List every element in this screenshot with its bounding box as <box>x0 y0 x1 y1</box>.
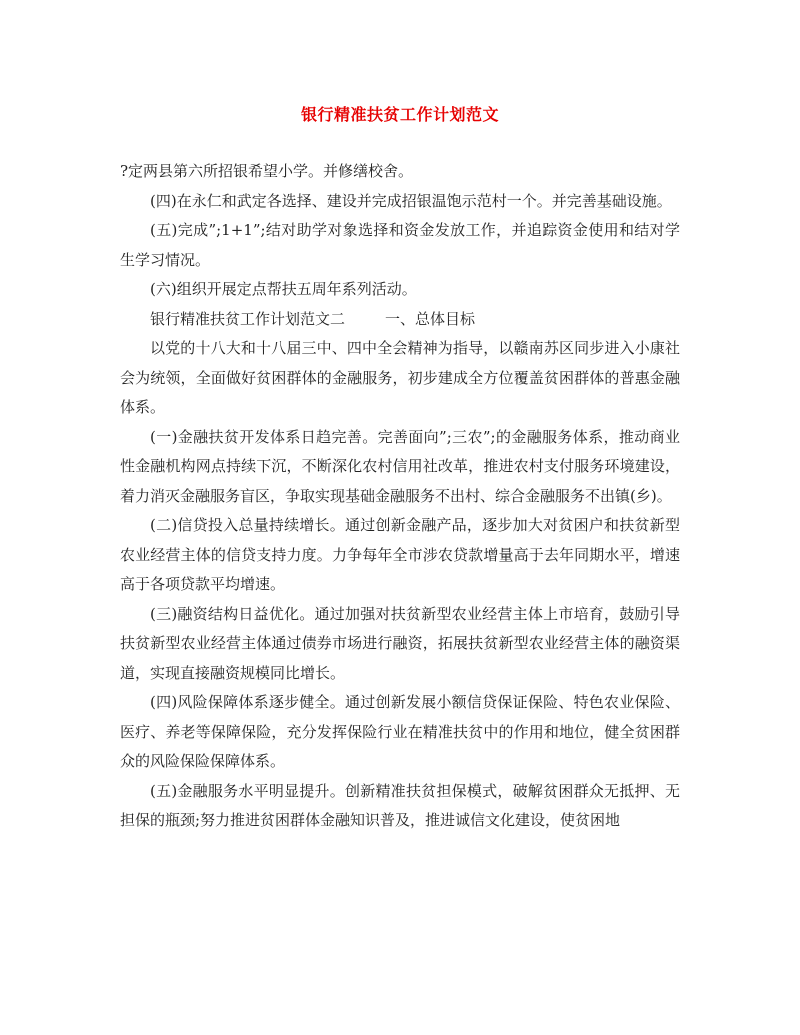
paragraph: (六)组织开展定点帮扶五周年系列活动。 <box>150 280 417 298</box>
paragraph: (四)风险保障体系逐步健全。通过创新发展小额信贷保证保险、特色农业保险、医疗、养老等保障保险，充分发挥保险行业在精准扶贫中的作用和地位，健全贫困群众的风险保险保障体系。 <box>120 693 680 770</box>
paragraph: (五)金融服务水平明显提升。创新精准扶贫担保模式，破解贫困群众无抵押、无担保的瓶颈;努力推进贫困群体金融知识普及，推进诚信文化建设，使贫困地 <box>120 781 680 829</box>
section-heading-subtitle: 一、总体目标 <box>385 309 476 328</box>
paragraph: (三)融资结构日益优化。通过加强对扶贫新型农业经营主体上市培育，鼓励引导扶贫新型农业经营主体通过债券市场进行融资，拓展扶贫新型农业经营主体的融资渠道，实现直接融资规模同比增长。 <box>120 604 680 682</box>
paragraph: (一)金融扶贫开发体系日趋完善。完善面向”;三农”;的金融服务体系，推动商业性金融机构网点持续下沉，不断深化农村信用社改革，推进农村支付服务环境建设，着力消灭金融服务盲区，争取实现基础金融服务不出村、综合金融服务不出镇(乡)。 <box>120 427 680 505</box>
section-heading <box>120 305 680 335</box>
document-body <box>120 157 680 836</box>
document-title: 银行精准扶贫工作计划范文 <box>300 105 499 124</box>
paragraph: 以党的十八大和十八届三中、四中全会精神为指导，以赣南苏区同步进入小康社会为统领，全面做好贫困群体的金融服务，初步建成全方位覆盖贫困群体的普惠金融体系。 <box>120 339 680 416</box>
section-heading-title: 银行精准扶贫工作计划范文二 <box>150 309 346 328</box>
paragraph: (二)信贷投入总量持续增长。通过创新金融产品，逐步加大对贫困户和扶贫新型农业经营主体的信贷支持力度。力争每年全市涉农贷款增量高于去年同期水平，增速高于各项贷款平均增速。 <box>120 516 680 593</box>
paragraph: (四)在永仁和武定各选择、建设并完成招银温饱示范村一个。并完善基础设施。 <box>150 191 672 210</box>
paragraph: ?定两县第六所招银希望小学。并修缮校舍。 <box>120 162 414 180</box>
paragraph: (五)完成”;1+1”;结对助学对象选择和资金发放工作，并追踪资金使用和结对学生学习情况。 <box>120 221 680 269</box>
